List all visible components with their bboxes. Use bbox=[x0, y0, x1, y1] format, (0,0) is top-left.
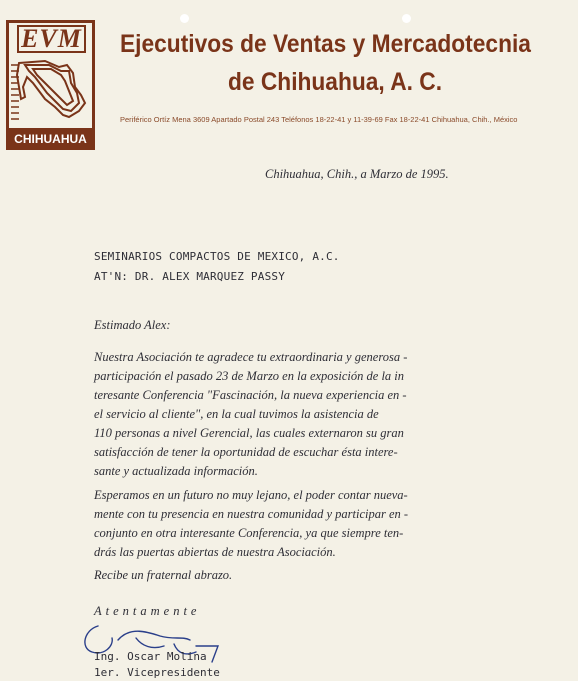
paragraph-line: el servicio al cliente", en la cual tuvimos la asistencia de bbox=[94, 407, 379, 421]
logo-city-label: CHIHUAHUA bbox=[6, 128, 95, 150]
logo-stripes-icon bbox=[11, 63, 19, 123]
paragraph-line: Nuestra Asociación te agradece tu extraordinaria y generosa - bbox=[94, 350, 408, 364]
sign-off: Atentamente bbox=[94, 604, 201, 618]
signer-name: Ing. Oscar Molina bbox=[94, 650, 207, 663]
organization-name: Ejecutivos de Ventas y Mercadotecnia bbox=[120, 30, 531, 58]
paragraph-line: participación el pasado 23 de Marzo en la exposición de la in bbox=[94, 369, 405, 383]
attention-line: AT'N: DR. ALEX MARQUEZ PASSY bbox=[94, 270, 286, 283]
organization-name-line2: de Chihuahua, A. C. bbox=[228, 68, 443, 96]
greeting: Estimado Alex: bbox=[94, 318, 171, 332]
signer-title: 1er. Vicepresidente bbox=[94, 666, 220, 679]
mexico-map-icon bbox=[15, 57, 89, 125]
punch-hole-right bbox=[402, 14, 411, 23]
evm-logo bbox=[6, 20, 95, 152]
paragraph-line: satisfacción de tener la oportunidad de escuchar ésta intere- bbox=[94, 445, 398, 459]
punch-hole-left bbox=[180, 14, 189, 23]
paragraph-line: Esperamos en un futuro no muy lejano, el poder contar nueva- bbox=[94, 488, 408, 502]
paragraph-line: conjunto en otra interesante Conferencia, ya que siempre ten- bbox=[94, 526, 404, 540]
closing-line: Recibe un fraternal abrazo. bbox=[94, 568, 233, 582]
paragraph-line: 110 personas a nivel Gerencial, las cuales externaron su gran bbox=[94, 426, 404, 440]
paragraph-line: drás las puertas abiertas de nuestra Asociación. bbox=[94, 545, 336, 559]
paragraph-line: mente con tu presencia en nuestra comunidad y participar en - bbox=[94, 507, 409, 521]
letter-date: Chihuahua, Chih., a Marzo de 1995. bbox=[265, 167, 449, 181]
recipient: SEMINARIOS COMPACTOS DE MEXICO, A.C. bbox=[94, 250, 340, 263]
paragraph-line: sante y actualizada información. bbox=[94, 464, 258, 478]
logo-frame bbox=[6, 20, 95, 132]
logo-letters: EVM bbox=[12, 24, 91, 54]
handwritten-signature bbox=[78, 596, 248, 676]
letterhead-address: Periférico Ortíz Mena 3609 Apartado Postal 243 Teléfonos 18-22-41 y 11-39-69 Fax 18-22-41 Chihuahua, Chih., México bbox=[120, 115, 518, 124]
paragraph-line: teresante Conferencia "Fascinación, la nueva experiencia en - bbox=[94, 388, 407, 402]
